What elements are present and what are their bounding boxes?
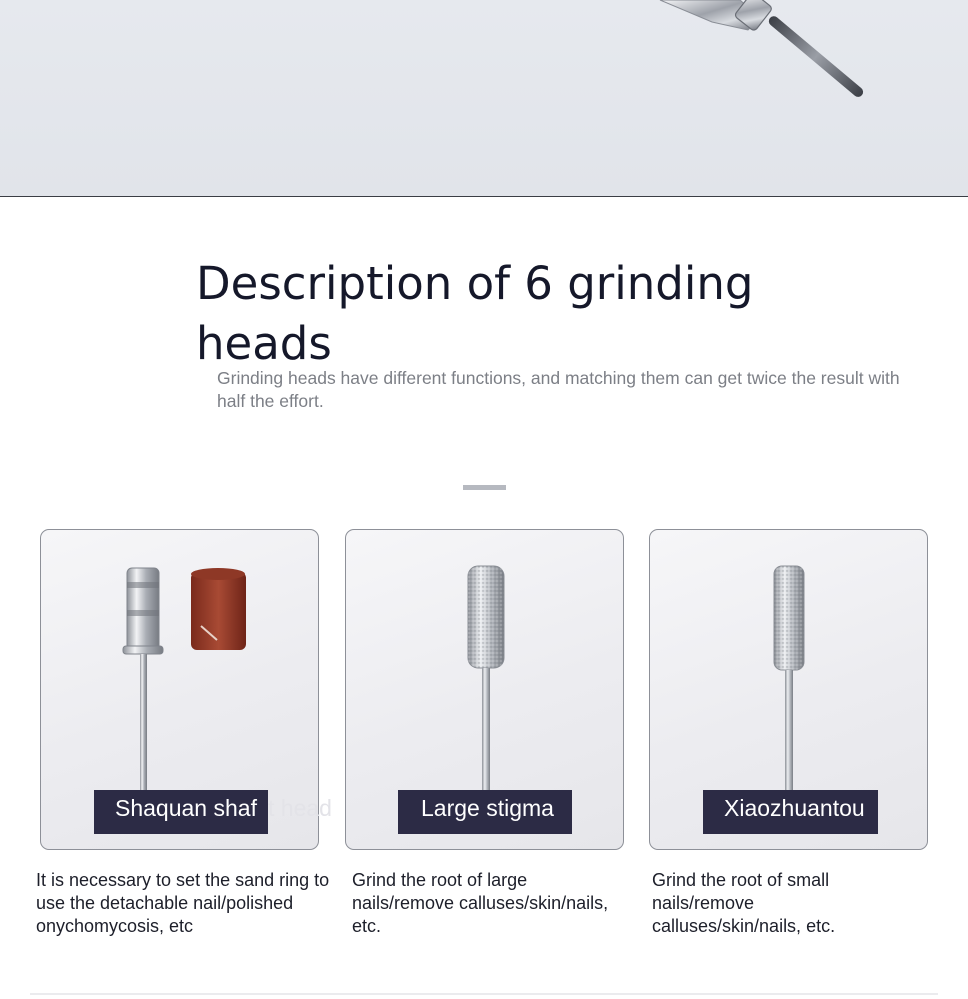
footer-divider	[30, 993, 938, 995]
drill-handpiece-illustration	[0, 0, 968, 196]
label-xiaozhuantou: Xiaozhuantou	[724, 795, 865, 821]
label-shaquan: Shaquan shaf	[115, 795, 257, 821]
page-subtitle: Grinding heads have different functions, and matching them can get twice the result with half the effort.	[217, 368, 900, 411]
label-large-stigma: Large stigma	[421, 795, 554, 821]
label-shaquan-overflow: t head	[268, 795, 332, 821]
description-xiaozhuantou: Grind the root of small nails/remove calluses/skin/nails, etc.	[652, 870, 836, 936]
description-shaquan: It is necessary to set the sand ring to use the detachable nail/polished onychomycosis, etc	[36, 870, 330, 936]
page-title: Description of 6 grinding heads	[196, 257, 754, 370]
description-large-stigma: Grind the root of large nails/remove calluses/skin/nails, etc.	[352, 870, 609, 936]
hero-image	[0, 0, 968, 197]
section-divider	[463, 485, 506, 490]
